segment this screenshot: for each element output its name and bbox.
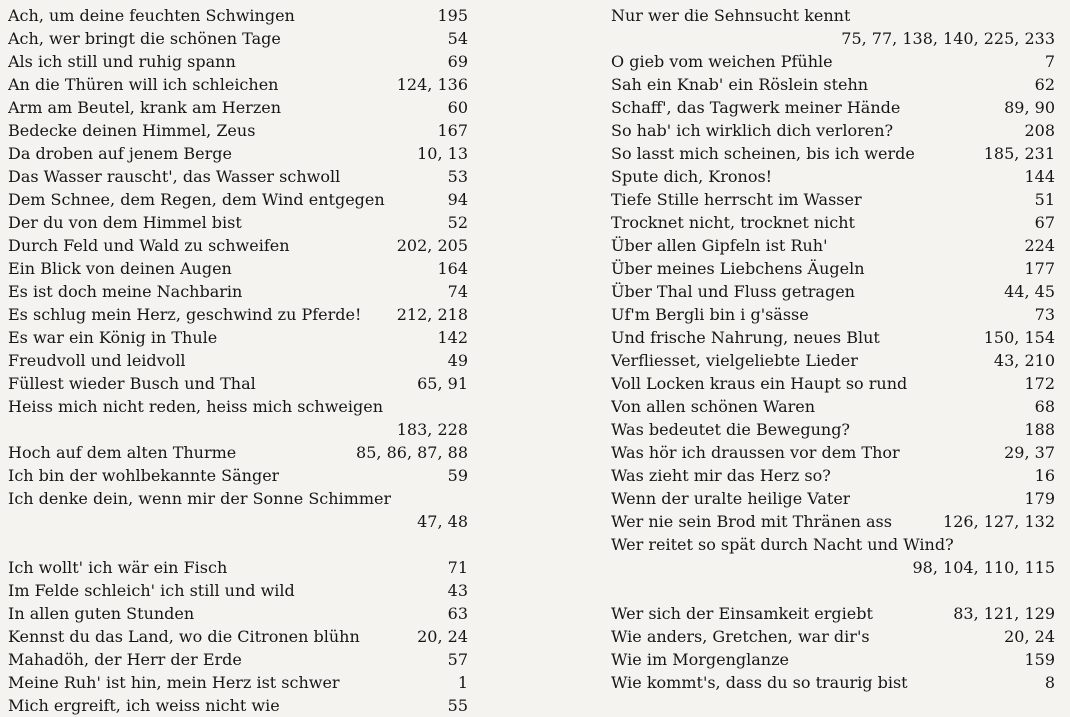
index-entry bbox=[611, 119, 1055, 142]
poem-first-line: Wer nie sein Brod mit Thränen ass bbox=[611, 512, 892, 531]
page-numbers: 177 bbox=[1024, 259, 1055, 278]
index-entry bbox=[8, 119, 468, 142]
poem-first-line: Wer sich der Einsamkeit ergiebt bbox=[611, 604, 873, 623]
poem-first-line: Ach, wer bringt die schönen Tage bbox=[8, 29, 281, 48]
index-entry bbox=[611, 510, 1055, 533]
page-numbers: 185, 231 bbox=[983, 144, 1055, 163]
index-entry bbox=[8, 27, 468, 50]
index-entry bbox=[8, 73, 468, 96]
page-numbers: 51 bbox=[1034, 190, 1055, 209]
index-entry bbox=[611, 50, 1055, 73]
poem-first-line: Spute dich, Kronos! bbox=[611, 167, 773, 186]
index-entry bbox=[611, 257, 1055, 280]
poem-first-line: Füllest wieder Busch und Thal bbox=[8, 374, 256, 393]
poem-first-line: Wenn der uralte heilige Vater bbox=[611, 489, 851, 508]
index-entry bbox=[611, 464, 1055, 487]
poem-first-line: Wer reitet so spät durch Nacht und Wind? bbox=[611, 535, 954, 554]
index-entry bbox=[8, 487, 468, 510]
page-numbers: 8 bbox=[1044, 673, 1055, 692]
page-numbers: 71 bbox=[447, 558, 468, 577]
index-entry bbox=[8, 257, 468, 280]
index-entry bbox=[611, 234, 1055, 257]
index-entry bbox=[611, 671, 1055, 694]
page-numbers: 49 bbox=[447, 351, 468, 370]
page-numbers: 20, 24 bbox=[1004, 627, 1055, 646]
page-numbers: 10, 13 bbox=[417, 144, 468, 163]
index-entry bbox=[8, 464, 468, 487]
index-entry bbox=[611, 418, 1055, 441]
index-entry bbox=[611, 648, 1055, 671]
page-numbers: 16 bbox=[1034, 466, 1055, 485]
index-entry bbox=[8, 602, 468, 625]
index-entry bbox=[611, 73, 1055, 96]
index-entry bbox=[8, 372, 468, 395]
page-numbers: 195 bbox=[437, 6, 468, 25]
index-entry-continuation bbox=[8, 418, 468, 441]
index-entry-continuation bbox=[8, 510, 468, 533]
poem-first-line: Wie im Morgenglanze bbox=[611, 650, 789, 669]
page-numbers: 94 bbox=[447, 190, 468, 209]
poem-first-line: Ich wollt' ich wär ein Fisch bbox=[8, 558, 228, 577]
index-entry bbox=[611, 165, 1055, 188]
poem-first-line: Freudvoll und leidvoll bbox=[8, 351, 186, 370]
index-entry bbox=[8, 303, 468, 326]
index-entry bbox=[8, 556, 468, 579]
poem-first-line: Wie kommt's, dass du so traurig bist bbox=[611, 673, 908, 692]
page-numbers: 124, 136 bbox=[396, 75, 468, 94]
page-numbers: 55 bbox=[447, 696, 468, 715]
poem-first-line: Verfliesset, vielgeliebte Lieder bbox=[611, 351, 858, 370]
poem-first-line: Meine Ruh' ist hin, mein Herz ist schwer bbox=[8, 673, 340, 692]
poem-first-line: Sah ein Knab' ein Röslein stehn bbox=[611, 75, 869, 94]
index-entry bbox=[8, 280, 468, 303]
poem-first-line: O gieb vom weichen Pfühle bbox=[611, 52, 833, 71]
index-entry-continuation bbox=[611, 556, 1055, 579]
poem-first-line: Im Felde schleich' ich still und wild bbox=[8, 581, 295, 600]
page-numbers: 164 bbox=[437, 259, 468, 278]
poem-first-line: Und frische Nahrung, neues Blut bbox=[611, 328, 880, 347]
page-numbers: 83, 121, 129 bbox=[953, 604, 1055, 623]
page-numbers: 85, 86, 87, 88 bbox=[356, 443, 468, 462]
poem-first-line: Tiefe Stille herrscht im Wasser bbox=[611, 190, 862, 209]
poem-first-line: Trocknet nicht, trocknet nicht bbox=[611, 213, 855, 232]
index-entry bbox=[611, 372, 1055, 395]
page-numbers: 69 bbox=[447, 52, 468, 71]
poem-first-line: An die Thüren will ich schleichen bbox=[8, 75, 279, 94]
poem-first-line: Von allen schönen Waren bbox=[611, 397, 816, 416]
page-numbers: 144 bbox=[1024, 167, 1055, 186]
index-entry bbox=[8, 188, 468, 211]
page-numbers: 7 bbox=[1044, 52, 1055, 71]
page-numbers: 20, 24 bbox=[417, 627, 468, 646]
index-entry bbox=[611, 349, 1055, 372]
page-numbers: 74 bbox=[447, 282, 468, 301]
poem-first-line: Schaff', das Tagwerk meiner Hände bbox=[611, 98, 901, 117]
page-numbers: 59 bbox=[447, 466, 468, 485]
spacer bbox=[611, 579, 1055, 602]
poem-first-line: Mahadöh, der Herr der Erde bbox=[8, 650, 242, 669]
index-entry bbox=[611, 96, 1055, 119]
spacer bbox=[8, 533, 468, 556]
page-numbers: 54 bbox=[447, 29, 468, 48]
page-numbers: 183, 228 bbox=[396, 420, 468, 439]
poem-first-line: Was hör ich draussen vor dem Thor bbox=[611, 443, 900, 462]
poem-first-line: Der du von dem Himmel bist bbox=[8, 213, 242, 232]
page-numbers: 167 bbox=[437, 121, 468, 140]
page-numbers: 43, 210 bbox=[993, 351, 1055, 370]
index-entry bbox=[611, 142, 1055, 165]
index-entry bbox=[8, 671, 468, 694]
poem-first-line: Bedecke deinen Himmel, Zeus bbox=[8, 121, 256, 140]
poem-first-line: Mich ergreift, ich weiss nicht wie bbox=[8, 696, 280, 715]
index-entry bbox=[611, 326, 1055, 349]
poem-first-line: Uf'm Bergli bin i g'sässe bbox=[611, 305, 809, 324]
page-numbers: 52 bbox=[447, 213, 468, 232]
poem-first-line: Es schlug mein Herz, geschwind zu Pferde! bbox=[8, 305, 362, 324]
poem-first-line: Ich denke dein, wenn mir der Sonne Schimmer bbox=[8, 489, 392, 508]
index-entry bbox=[611, 602, 1055, 625]
page-numbers: 62 bbox=[1034, 75, 1055, 94]
index-entry bbox=[611, 211, 1055, 234]
index-entry bbox=[8, 395, 468, 418]
index-entry bbox=[611, 441, 1055, 464]
page-numbers: 44, 45 bbox=[1004, 282, 1055, 301]
poem-first-line: In allen guten Stunden bbox=[8, 604, 195, 623]
poem-first-line: Voll Locken kraus ein Haupt so rund bbox=[611, 374, 908, 393]
index-entry bbox=[611, 625, 1055, 648]
page-numbers: 65, 91 bbox=[417, 374, 468, 393]
index-entry bbox=[8, 50, 468, 73]
index-entry bbox=[8, 165, 468, 188]
page-numbers: 159 bbox=[1024, 650, 1055, 669]
page-numbers: 75, 77, 138, 140, 225, 233 bbox=[841, 29, 1055, 48]
poem-first-line: So hab' ich wirklich dich verloren? bbox=[611, 121, 894, 140]
page-numbers: 212, 218 bbox=[396, 305, 468, 324]
page-numbers: 67 bbox=[1034, 213, 1055, 232]
poem-first-line: Es war ein König in Thule bbox=[8, 328, 218, 347]
left-index-column bbox=[8, 4, 468, 717]
page-numbers: 126, 127, 132 bbox=[943, 512, 1055, 531]
index-entry bbox=[611, 188, 1055, 211]
page-numbers: 224 bbox=[1024, 236, 1055, 255]
page-numbers: 208 bbox=[1024, 121, 1055, 140]
page-numbers: 188 bbox=[1024, 420, 1055, 439]
page-numbers: 63 bbox=[447, 604, 468, 623]
poem-first-line: Es ist doch meine Nachbarin bbox=[8, 282, 243, 301]
index-entry bbox=[8, 211, 468, 234]
page-numbers: 89, 90 bbox=[1004, 98, 1055, 117]
poem-first-line: Was bedeutet die Bewegung? bbox=[611, 420, 851, 439]
index-entry bbox=[611, 533, 1055, 556]
poem-first-line: Als ich still und ruhig spann bbox=[8, 52, 236, 71]
index-entry bbox=[8, 349, 468, 372]
index-entry bbox=[8, 4, 468, 27]
poem-first-line: Arm am Beutel, krank am Herzen bbox=[8, 98, 282, 117]
poem-first-line: Was zieht mir das Herz so? bbox=[611, 466, 831, 485]
page-numbers: 73 bbox=[1034, 305, 1055, 324]
poem-first-line: Da droben auf jenem Berge bbox=[8, 144, 232, 163]
poem-first-line: So lasst mich scheinen, bis ich werde bbox=[611, 144, 915, 163]
poem-first-line: Über Thal und Fluss getragen bbox=[611, 282, 855, 301]
index-entry bbox=[611, 303, 1055, 326]
page-numbers: 47, 48 bbox=[417, 512, 468, 531]
page-numbers: 98, 104, 110, 115 bbox=[912, 558, 1055, 577]
poem-first-line: Kennst du das Land, wo die Citronen blühn bbox=[8, 627, 360, 646]
page-numbers: 142 bbox=[437, 328, 468, 347]
poem-first-line: Über allen Gipfeln ist Ruh' bbox=[611, 236, 828, 255]
index-entry bbox=[8, 234, 468, 257]
poem-first-line: Wie anders, Gretchen, war dir's bbox=[611, 627, 870, 646]
poem-first-line: Nur wer die Sehnsucht kennt bbox=[611, 6, 851, 25]
poem-first-line: Durch Feld und Wald zu schweifen bbox=[8, 236, 290, 255]
page-numbers: 60 bbox=[447, 98, 468, 117]
index-entry bbox=[8, 142, 468, 165]
poem-first-line: Das Wasser rauscht', das Wasser schwoll bbox=[8, 167, 341, 186]
page-numbers: 172 bbox=[1024, 374, 1055, 393]
right-index-column bbox=[611, 4, 1055, 694]
poem-first-line: Dem Schnee, dem Regen, dem Wind entgegen bbox=[8, 190, 385, 209]
index-entry bbox=[8, 326, 468, 349]
poem-first-line: Über meines Liebchens Äugeln bbox=[611, 259, 865, 278]
page-numbers: 53 bbox=[447, 167, 468, 186]
index-entry bbox=[611, 4, 1055, 27]
poem-first-line: Hoch auf dem alten Thurme bbox=[8, 443, 237, 462]
index-entry bbox=[611, 487, 1055, 510]
index-entry bbox=[8, 648, 468, 671]
page-numbers: 150, 154 bbox=[983, 328, 1055, 347]
page-numbers: 1 bbox=[457, 673, 468, 692]
index-entry bbox=[611, 280, 1055, 303]
index-entry bbox=[8, 579, 468, 602]
page-numbers: 202, 205 bbox=[396, 236, 468, 255]
index-entry bbox=[8, 625, 468, 648]
index-entry-continuation bbox=[611, 27, 1055, 50]
index-entry bbox=[611, 395, 1055, 418]
index-entry bbox=[8, 441, 468, 464]
index-entry bbox=[8, 96, 468, 119]
page-numbers: 43 bbox=[447, 581, 468, 600]
page-numbers: 57 bbox=[447, 650, 468, 669]
poem-first-line: Ich bin der wohlbekannte Sänger bbox=[8, 466, 280, 485]
index-entry bbox=[8, 694, 468, 717]
poem-first-line: Ein Blick von deinen Augen bbox=[8, 259, 232, 278]
page-numbers: 29, 37 bbox=[1004, 443, 1055, 462]
poem-first-line: Ach, um deine feuchten Schwingen bbox=[8, 6, 295, 25]
page-numbers: 68 bbox=[1034, 397, 1055, 416]
page-numbers: 179 bbox=[1024, 489, 1055, 508]
poem-first-line: Heiss mich nicht reden, heiss mich schweigen bbox=[8, 397, 384, 416]
